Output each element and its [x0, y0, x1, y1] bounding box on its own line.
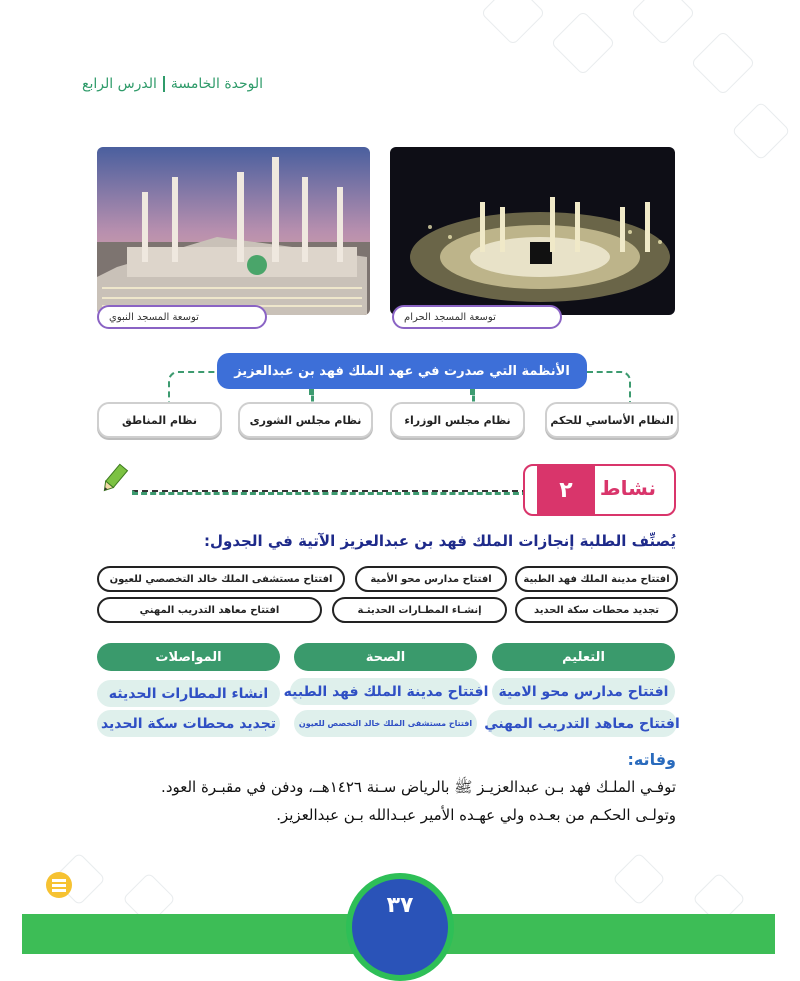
answer-health: افتتاح مستشفى الملك خالد التخصص للعيون [294, 710, 477, 737]
background-decoration [480, 0, 545, 46]
background-decoration [690, 30, 755, 95]
system-regions: نظام المناطق [97, 402, 222, 438]
death-heading: وفاته: [627, 750, 676, 769]
achievement-item: افتتاح مدينة الملك فهد الطبية [515, 566, 678, 592]
page-number: ٣٧ [346, 873, 454, 981]
breadcrumb [82, 76, 282, 92]
background-decoration [550, 10, 615, 75]
activity-question: يُصنِّف الطلبة إنجازات الملك فهد بن عبدالعزيز الآتية في الجدول: [204, 532, 676, 550]
system-shura-council: نظام مجلس الشورى [238, 402, 373, 438]
lesson-label: الدرس الرابع [82, 76, 157, 92]
connector-line [168, 371, 220, 404]
achievement-item: افتتاح معاهد التدريب المهني [97, 597, 322, 623]
unit-label: الوحدة الخامسة [170, 76, 264, 92]
activity-divider [132, 490, 528, 495]
background-decoration [612, 852, 666, 906]
background-decoration [630, 0, 695, 46]
achievement-item: إنشـاء المطـارات الحديثـة [332, 597, 507, 623]
publisher-logo-icon [44, 870, 74, 900]
prophet-mosque-photo [97, 147, 370, 315]
answer-education: افتتاح مدارس محو الامية [492, 678, 675, 705]
column-education: التعليم [492, 643, 675, 671]
activity-label: نشاط [599, 476, 656, 500]
breadcrumb-separator [163, 76, 165, 92]
death-paragraph-line1: توفـي الملـك فهد بـن عبدالعزيـز ﷺ بالرياض سـنة ١٤٢٦هــ، ودفن في مقبـرة العود. [161, 778, 676, 796]
answer-education: افتتاح معاهد التدريب المهني [487, 710, 677, 737]
achievement-item: افتتاح مدارس محو الأمية [355, 566, 507, 592]
activity-number: ٢ [537, 464, 595, 516]
left-photo-caption: توسعة المسجد النبوي [97, 305, 267, 329]
answer-transport: انشاء المطارات الحديثه [97, 680, 280, 707]
grand-mosque-photo [390, 147, 675, 315]
achievement-item: افتتاح مستشفى الملك خالد التخصصي للعيون [97, 566, 345, 592]
connector-line [587, 371, 631, 404]
system-council-of-ministers: نظام مجلس الوزراء [390, 402, 525, 438]
systems-title: الأنظمة التي صدرت في عهد الملك فهد بن عبدالعزيز [217, 353, 587, 389]
activity-badge [523, 464, 676, 516]
column-health: الصحة [294, 643, 477, 671]
system-basic-law: النظام الأساسي للحكم [545, 402, 679, 438]
background-decoration [731, 101, 790, 160]
pencil-icon [97, 462, 131, 500]
column-transport: المواصلات [97, 643, 280, 671]
answer-health: افتتاح مدينة الملك فهد الطبيه [290, 678, 482, 705]
right-photo-caption: توسعة المسجد الحرام [392, 305, 562, 329]
answer-transport: تجديد محطات سكة الحديد [97, 710, 280, 737]
achievement-item: تجديد محطات سكة الحديد [515, 597, 678, 623]
death-paragraph-line2: وتولـى الحكـم من بعـده ولي عهـده الأمير عبـدالله بـن عبدالعزيز. [276, 806, 676, 824]
